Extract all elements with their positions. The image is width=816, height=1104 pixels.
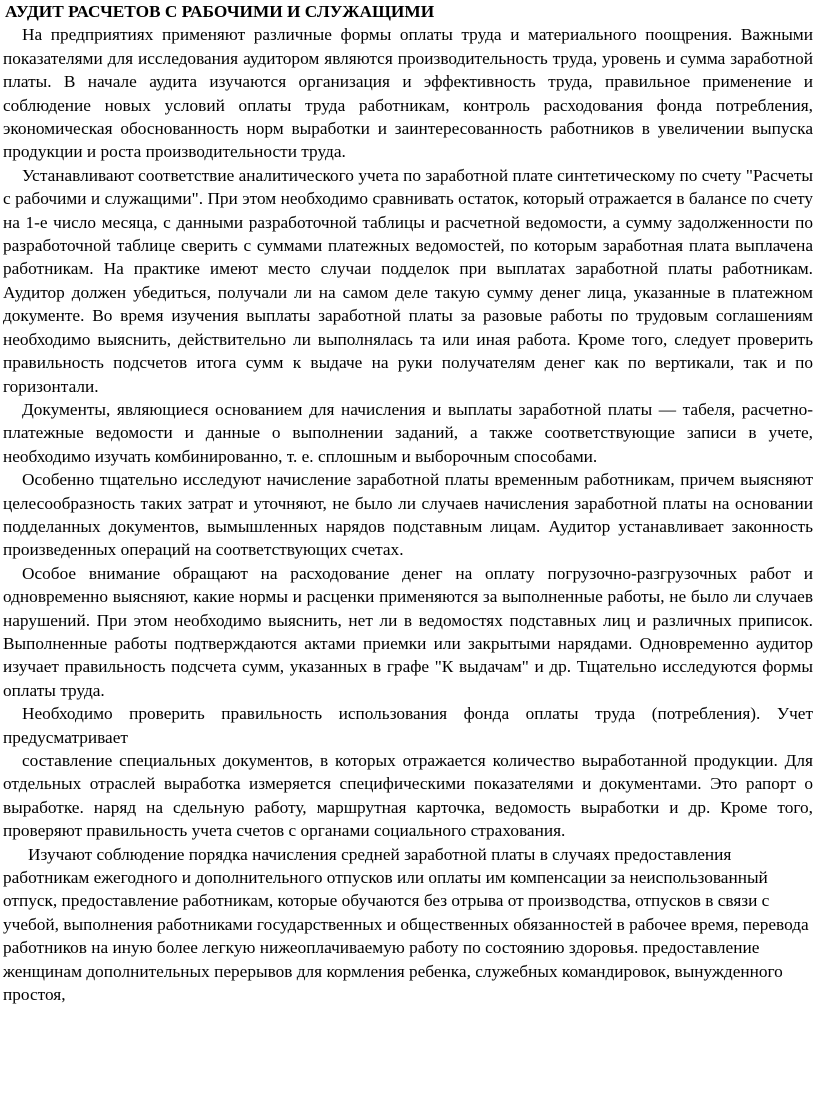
paragraph-1: На предприятиях применяют различные формы оплаты труда и материального поощрения. Важными показателями для исследования аудитором являются производительность труда, уровень и сумма заработной платы. В начале аудита изучаются организация и эффективность труда, правильное применение и соблюдение новых условий оплаты труда работникам, контроль расходования фонда потребления, экономическая обоснованность норм выработки и заинтересованность работников в увеличении выпуска продукции и роста производительности труда. xyxy=(3,25,813,162)
paragraph-3: Документы, являющиеся основанием для начисления и выплаты заработной платы — табеля, расчетно-платежные ведомости и данные о выполнении заданий, а также соответствующие записи в учете, необходимо изучать комбинированно, т. е. сплошным и выборочным способами. xyxy=(3,399,813,466)
paragraph-6: Необходимо проверить правильность использования фонда оплаты труда (потребления). Учет предусматривает xyxy=(3,704,813,747)
document-title: АУДИТ РАСЧЕТОВ С РАБОЧИМИ И СЛУЖАЩИМИ xyxy=(5,2,435,21)
paragraph-4: Особенно тщательно исследуют начисление заработной платы временным работникам, причем выясняют целесообразность таких затрат и уточняют, не было ли случаев начисления заработной платы на основании подделанных документов, вымышленных нарядов подставным лицам. Аудитор устанавливает законность произведенных операций на соответствующих счетах. xyxy=(3,470,813,560)
paragraph-2: Устанавливают соответствие аналитического учета по заработной плате синтетическому по счету "Расчеты с рабочими и служащими". При этом необходимо сравнивать остаток, который отражается в балансе по счету на 1-е число месяца, с данными разработочной таблицы и расчетной ведомости, а сумму задолженности по разработочной таблице сверить с суммами платежных ведомостей, по которым заработная плата выплачена работникам. На практике имеют место случаи подделок при выплатах заработной платы работникам. Аудитор должен убедиться, получали ли на самом деле такую сумму денег лица, указанные в платежном документе. Во время изучения выплаты заработной платы за разовые работы по трудовым соглашениям необходимо выяснить, действительно ли выполнялась та или иная работа. Кроме того, следует проверить правильность подсчетов итога сумм к выдаче на руки получателям денег как по вертикали, так и по горизонтали. xyxy=(3,165,813,396)
paragraph-8: Изучают соблюдение порядка начисления средней заработной платы в случаях предоставления работникам ежегодного и дополнительного отпусков или оплаты им компенсации за неиспользованный отпуск, предоставление работникам, которые обучаются без отрыва от производства, отпусков в связи с учебой, выполнения работниками государственных и общественных обязанностей в рабочее время, перевода работников на иную более легкую нижеоплачиваемую работу по состоянию здоровья. предоставление женщинам дополнительных перерывов для кормления ребенка, служебных командировок, вынужденного простоя, xyxy=(3,844,809,1005)
paragraph-7: составление специальных документов, в которых отражается количество выработанной продукции. Для отдельных отраслей выработка измеряется специфическими показателями и документами. Это рапорт о выработке. наряд на сдельную работу, маршрутная карточка, ведомость выработки и др. Кроме того, проверяют правильность учета счетов с органами социального страхования. xyxy=(3,751,813,841)
paragraph-5: Особое внимание обращают на расходование денег на оплату погрузочно-разгрузочных работ и одновременно выясняют, какие нормы и расценки применяются за выполненные работы, не было ли случаев нарушений. При этом необходимо выяснить, нет ли в ведомостях подставных лиц и различных приписок. Выполненные работы подтверждаются актами приемки или закрытыми нарядами. Одновременно аудитор изучает правильность подсчета сумм, указанных в графе "К выдачам" и др. Тщательно исследуются формы оплаты труда. xyxy=(3,563,813,700)
